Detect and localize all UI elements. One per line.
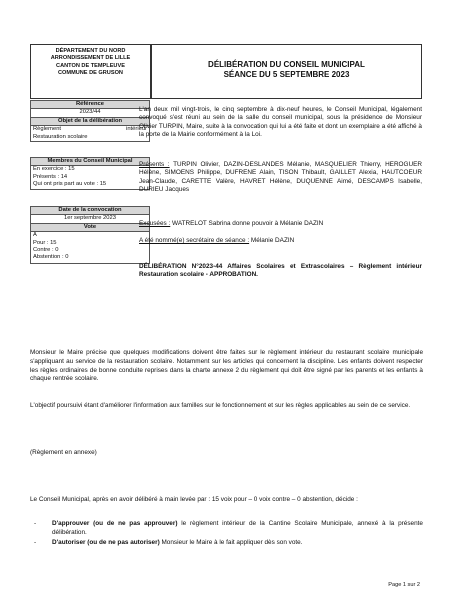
presents-label: Présents : (139, 161, 170, 168)
document-title (151, 44, 422, 99)
excuses-text: WATRELOT Sabrina donne pouvoir à Mélanie DAZIN (172, 220, 324, 227)
list-item (30, 539, 423, 548)
approve-label: D'approuver (ou de ne pas approuver) (52, 520, 178, 527)
administrative-header (30, 44, 151, 99)
approve-text: le règlement intérieur de la Cantine Scolaire Municipale, annexé à la présente délibération. (52, 520, 423, 536)
list-dash: - (34, 538, 37, 546)
excuses-label: Excusées : (139, 220, 171, 227)
commune-line: COMMUNE DE GRUSON (58, 70, 123, 77)
authorize-text: Monsieur le Maire à le fait appliquer dès son vote. (159, 538, 303, 546)
decision-paragraph: Le Conseil Municipal, après en avoir délibéré à main levée par : 15 voix pour – 0 voix contre – 0 abstention, décide : (30, 496, 358, 503)
excuses-paragraph (139, 220, 422, 228)
arrondissement-line: ARRONDISSEMENT DE LILLE (50, 55, 131, 62)
reference-label: Référence (30, 100, 150, 109)
presents-list: TURPIN Olivier, DAZIN-DESLANDES Mélanie, MASQUELIER Thierry, HEROGUER Hélène, SIMOENS Philippe, DUFRENE Alain, TISON Thibault, GAILLET Alexia, HAUTCOEUR Jean-Claude, CARETTE Valère, HAVRET Hélène, DUQUENNE Aimé, DESCAMPS Isabelle, DURIEU Jacques (139, 161, 422, 194)
vote-label: Vote (30, 224, 150, 232)
vote-a: A (33, 232, 37, 239)
objet-value (30, 126, 150, 142)
decision-list (30, 520, 423, 547)
secretaire-paragraph (139, 237, 422, 245)
list-dash: - (34, 520, 37, 527)
body-paragraph-2: L'objectif poursuivi étant d'améliorer l'information aux familles sur le fonctionnement et sur les règles applicables au sein de ce service. (30, 402, 411, 409)
authorize-label: D'autoriser (ou de ne pas autoriser) (52, 538, 160, 546)
title-line-2: SÉANCE DU 5 SEPTEMBRE 2023 (223, 70, 350, 79)
presents-count: Présents : 14 (33, 173, 68, 180)
voters-count: Qui ont pris part au vote : 15 (33, 181, 107, 188)
list-item-text (52, 539, 423, 548)
session-intro: L'an deux mil vingt-trois, le cinq septembre à dix-neuf heures, le Conseil Municipal, légalement convoqué s'est réuni au sein de la salle du conseil municipal, sous la présidence de Monsieur Olivier TURPIN, Maire, suite à la convocation qui lui a été faite et dont un exemplaire a été affiché à la porte de la Mairie conformément à la Loi. (139, 106, 422, 139)
membres-label: Membres du Conseil Municipal (30, 157, 150, 166)
department-line: DÉPARTEMENT DU NORD (55, 48, 126, 54)
reference-value: 2023/44 (30, 109, 150, 117)
list-item (30, 520, 423, 538)
convocation-date: 1er septembre 2023 (30, 215, 150, 223)
body-paragraph-1: Monsieur le Maire précise que quelques modifications doivent être faites sur le règlement intérieur du restaurant scolaire municipale s'appliquant au service de la restauration scolaire. Notamment sur les articles qui concernent la discipline. Les enfants doivent respecter les règles ordinaires de bonne conduite reprises dans la charte annexe 2 du règlement qui doit être signé par les parents et les enfants à chaque rentrée scolaire. (30, 349, 423, 383)
objet-word-2: intérieur (126, 126, 147, 133)
reference-panel (30, 100, 150, 142)
convocation-label: Date de la convocation (30, 206, 150, 215)
canton-line: CANTON DE TEMPLEUVE (56, 62, 125, 69)
convocation-panel (30, 206, 150, 264)
secretaire-name: Mélanie DAZIN (250, 237, 295, 244)
objet-word-1: Règlement (33, 126, 62, 133)
presents-paragraph (139, 161, 422, 195)
members-panel (30, 157, 150, 190)
secretaire-label: A été nommé(e) secrétaire de séance : (139, 237, 250, 244)
objet-line-2: Restauration scolaire (33, 133, 88, 140)
page-number: Page 1 sur 2 (388, 582, 420, 588)
membres-values (30, 166, 150, 189)
vote-pour: Pour : 15 (33, 239, 57, 246)
annex-note: (Règlement en annexe) (30, 449, 97, 456)
vote-abstention: Abstention : 0 (33, 254, 69, 261)
vote-values (30, 232, 150, 264)
en-exercice: En exercice : 15 (33, 166, 75, 173)
objet-label: Objet de la délibération (30, 118, 150, 126)
title-line-1: DÉLIBÉRATION DU CONSEIL MUNICIPAL (208, 60, 365, 69)
deliberation-title: DÉLIBÉRATION N°2023-44 Affaires Scolaires et Extrascolaires – Règlement intérieur Restauration scolaire - APPROBATION. (139, 263, 422, 279)
vote-contre: Contre : 0 (33, 247, 59, 254)
list-item-text (52, 520, 423, 538)
